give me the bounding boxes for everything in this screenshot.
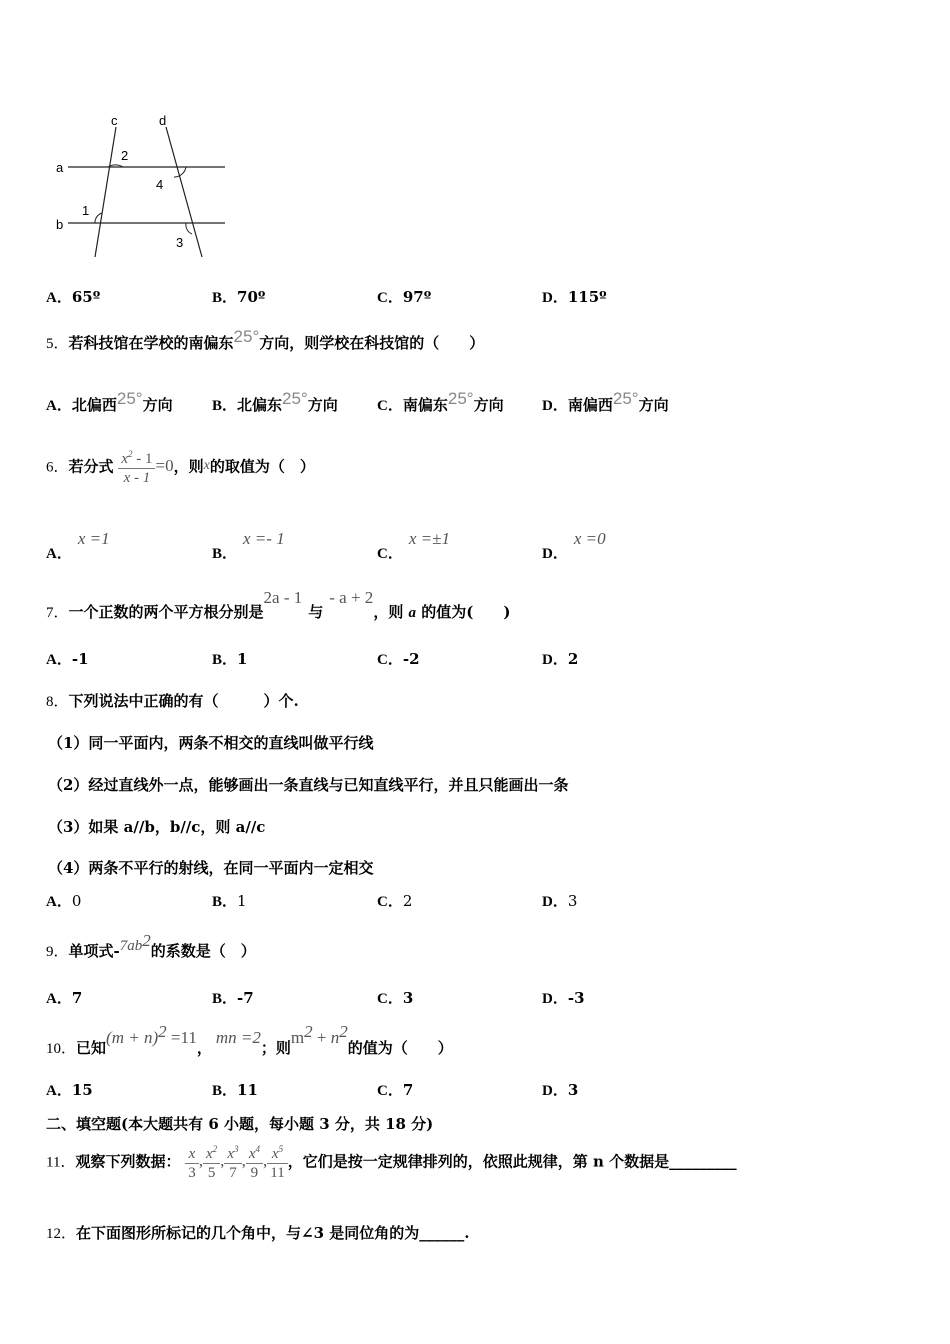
q6-option-d[interactable]: D．x =0 (542, 529, 606, 562)
q11-fraction-1: $\frac{x}{3}$ (185, 1140, 199, 1182)
parallel-lines-figure (40, 105, 240, 265)
q8-option-c[interactable]: C．2 (377, 892, 413, 910)
q11-fraction-5: $\frac{x^5}{11}$ (267, 1140, 287, 1182)
q5-stem: 5．若科技馆在学校的南偏东25°方向，则学校在科技馆的（ ） (46, 327, 485, 352)
q9-option-c[interactable]: C．3 (377, 989, 414, 1007)
q11-stem: 11．观察下列数据： $\frac{x}{3}$ , $\frac{x^2}{5}$ , $\frac{x^3}{7}$ , $\frac{x^4}{9}$ , $\frac{x^5}{11}$ ，它们是按一定规律排列的，依照此规律，第 n 个数据是_________ (46, 1140, 737, 1182)
label-a: a (56, 160, 64, 175)
q8-item-4: （4）两条不平行的射线，在同一平面内一定相交 (48, 859, 374, 877)
q10-option-a[interactable]: A．15 (46, 1081, 93, 1099)
q4-option-b[interactable]: B．70º (212, 288, 266, 306)
angle-arc-3 (186, 223, 192, 234)
q6-option-b[interactable]: B．x =- 1 (212, 529, 285, 562)
q11-fraction-3: $\frac{x^3}{7}$ (224, 1140, 241, 1182)
q8-item-1: （1）同一平面内，两条不相交的直线叫做平行线 (48, 734, 374, 752)
q7-option-b[interactable]: B．1 (212, 650, 248, 668)
q9-option-a[interactable]: A．7 (46, 989, 83, 1007)
q6-stem: 6．若分式 $\frac{x^2 - 1}{x - 1}$ =0，则x的取值为（ ） (46, 445, 315, 487)
q6-option-a[interactable]: A．x =1 (46, 529, 110, 562)
q8-option-b[interactable]: B．1 (212, 892, 247, 910)
label-angle-4: 4 (156, 177, 164, 192)
q11-fraction-2: $\frac{x^2}{5}$ (203, 1140, 220, 1182)
q7-option-d[interactable]: D．2 (542, 650, 579, 668)
line-d (166, 127, 202, 257)
q10-option-d[interactable]: D．3 (542, 1081, 579, 1099)
q10-option-c[interactable]: C．7 (377, 1081, 414, 1099)
q6-fraction: $\frac{x^2 - 1}{x - 1}$ (118, 445, 155, 487)
label-b: b (56, 217, 64, 232)
q9-stem: 9．单项式$-7ab^2$的系数是（ ） (46, 931, 256, 960)
label-angle-3: 3 (176, 235, 184, 250)
q5-option-b[interactable]: B．北偏东25°方向 (212, 389, 338, 414)
angle-arc-4 (174, 167, 186, 177)
q8-stem: 8．下列说法中正确的有（ ）个. (46, 692, 299, 710)
q12-stem: 12．在下面图形所标记的几个角中，与∠3 是同位角的为______. (46, 1224, 470, 1242)
q10-option-b[interactable]: B．11 (212, 1081, 258, 1099)
line-c (95, 127, 116, 257)
q4-option-d[interactable]: D．115º (542, 288, 607, 306)
q7-option-c[interactable]: C．-2 (377, 650, 420, 668)
q4-option-c[interactable]: C．97º (377, 288, 432, 306)
q5-option-d[interactable]: D．南偏西25°方向 (542, 389, 669, 414)
q7-stem: 7．一个正数的两个平方根分别是2a - 1与- a + 2，则 a 的值为( ) (46, 588, 511, 621)
q10-stem: 10．已知$(m + n)^2 =11$，mn =2；则$m^2 + n^2$的值为（ ） (46, 1022, 453, 1057)
q8-item-3: （3）如果 a//b，b//c，则 a//c (48, 818, 266, 836)
q9-option-d[interactable]: D．-3 (542, 989, 585, 1007)
q11-fraction-4: $\frac{x^4}{9}$ (246, 1140, 263, 1182)
q8-item-2: （2）经过直线外一点，能够画出一条直线与已知直线平行，并且只能画出一条 (48, 776, 569, 794)
q4-option-a[interactable]: A．65º (46, 288, 101, 306)
q7-option-a[interactable]: A．-1 (46, 650, 89, 668)
q8-option-a[interactable]: A．0 (46, 892, 82, 910)
label-d: d (159, 113, 167, 128)
q5-option-c[interactable]: C．南偏东25°方向 (377, 389, 504, 414)
label-angle-2: 2 (121, 148, 129, 163)
q5-option-a[interactable]: A．北偏西25°方向 (46, 389, 173, 414)
q6-option-c[interactable]: C．x =±1 (377, 529, 450, 562)
section-2-title: 二、填空题(本大题共有 6 小题，每小题 3 分，共 18 分) (46, 1115, 434, 1133)
label-angle-1: 1 (82, 203, 90, 218)
label-c: c (111, 113, 118, 128)
q9-option-b[interactable]: B．-7 (212, 989, 254, 1007)
q8-option-d[interactable]: D．3 (542, 892, 578, 910)
